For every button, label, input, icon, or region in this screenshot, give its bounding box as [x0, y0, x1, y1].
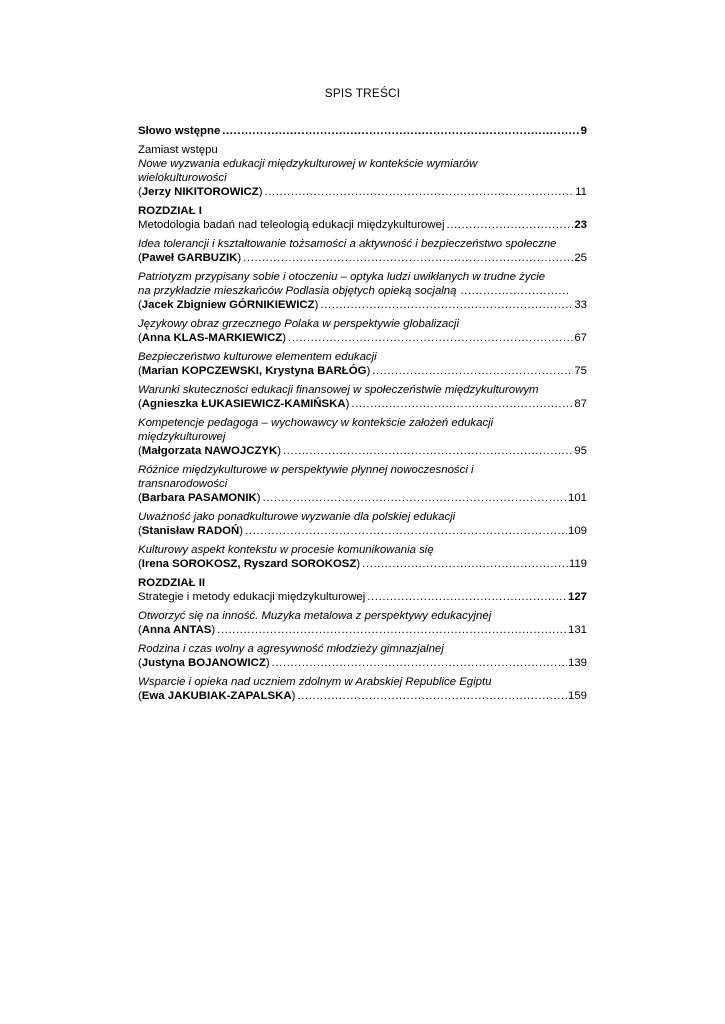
page-number: 95 [574, 445, 587, 457]
toc-entry[interactable] [138, 642, 587, 670]
entry-title-text: na przykładzie mieszkańców Podlasia objętych opieką socjalną [138, 285, 457, 297]
entry-title-line: Wsparcie i opieka nad uczniem zdolnym w Arabskiej Republice Egiptu [138, 676, 492, 688]
dot-leader [222, 124, 579, 138]
toc-author-line [138, 397, 587, 411]
author-name-text: Jerzy NIKITOROWICZ [141, 186, 259, 198]
preface-title-line: Nowe wyzwania edukacji międzykulturowej w kontekście wymiarów [138, 158, 478, 170]
dot-leader [243, 251, 573, 265]
chapter-label: ROZDZIAŁ II [138, 577, 206, 589]
toc-entry[interactable] [138, 463, 587, 505]
preface-label: Zamiast wstępu [138, 144, 218, 156]
author-name: (Małgorzata NAWOJCZYK) [138, 445, 282, 457]
toc-entry[interactable] [138, 675, 587, 703]
toc-entry[interactable] [138, 383, 587, 411]
dot-leader [362, 557, 568, 571]
page-number: 11 [575, 186, 587, 198]
author-name-text: Justyna BOJANOWICZ [141, 657, 266, 669]
toc-chapter-1[interactable] [138, 204, 587, 232]
page-title: SPIS TREŚCI [324, 86, 401, 100]
page-number: 159 [567, 690, 587, 702]
author-name: (Stanisław RADOŃ) [138, 525, 244, 537]
dot-leader [372, 364, 573, 378]
entry-title-line: Językowy obraz grzecznego Polaka w perspektywie globalizacji [138, 318, 459, 330]
author-name-text: Barbara PASAMONIK [141, 492, 257, 504]
entry-title-line: Uważność jako ponadkulturowe wyzwanie dla polskiej edukacji [138, 511, 456, 523]
author-name: (Ewa JAKUBIAK-ZAPALSKA) [138, 690, 296, 702]
entry-title-line: Idea tolerancji i kształtowanie tożsamości a aktywność i bezpieczeństwo społeczne [138, 238, 557, 250]
toc-line-intro [138, 124, 587, 138]
dot-leader [367, 590, 567, 604]
author-name-text: Paweł GARBUZIK [141, 252, 238, 264]
toc-author-line [138, 656, 587, 670]
author-name-text: Małgorzata NAWOJCZYK [141, 445, 278, 457]
chapter-title: Metodologia badań nad teleologią edukacji międzykulturowej [138, 219, 445, 231]
author-name-text: Stanisław RADOŃ [141, 525, 240, 537]
entry-title-line: Bezpieczeństwo kulturowe elementem edukacji [138, 351, 377, 363]
dot-leader [288, 331, 573, 345]
toc-author-line [138, 557, 587, 571]
page-number: 23 [574, 219, 587, 231]
chapter-title-line [138, 218, 587, 232]
author-name: (Agnieszka ŁUKASIEWICZ-KAMIŃSKA) [138, 398, 350, 410]
intro-title: Słowo wstępne [138, 125, 221, 137]
entry-title-line: Patriotyzm przypisany sobie i otoczeniu – optyka ludzi uwikłanych w trudne życie [138, 271, 546, 283]
toc-author-line [138, 524, 587, 538]
toc-author-line [138, 185, 587, 199]
dot-leader [297, 689, 567, 703]
dot-leader [245, 524, 567, 538]
preface-title-line: wielokulturowości [138, 172, 227, 184]
page-number: 9 [580, 125, 587, 137]
toc-entry[interactable] [138, 237, 587, 265]
chapter-label: ROZDZIAŁ I [138, 205, 202, 217]
author-name: (Anna KLAS-MARKIEWICZ) [138, 332, 287, 344]
table-of-contents [138, 124, 587, 708]
entry-title-line: Różnice międzykulturowe w perspektywie płynnej nowoczesności i [138, 464, 474, 476]
entry-title-line: Warunki skuteczności edukacji finansowej w społeczeństwie międzykulturowym [138, 384, 539, 396]
toc-entry[interactable] [138, 609, 587, 637]
toc-entry-intro[interactable] [138, 124, 587, 138]
page-number: 67 [574, 332, 587, 344]
toc-author-line [138, 444, 587, 458]
page-number: 119 [568, 558, 587, 570]
author-name: (Barbara PASAMONIK) [138, 492, 261, 504]
author-name: (Justyna BOJANOWICZ) [138, 657, 270, 669]
dot-leader [264, 185, 574, 199]
dot-leader [217, 623, 567, 637]
author-name: (Marian KOPCZEWSKI, Krystyna BARŁÓG) [138, 365, 371, 377]
dot-leader [446, 218, 573, 232]
toc-author-line [138, 689, 587, 703]
author-name: (Anna ANTAS) [138, 624, 216, 636]
toc-author-line [138, 331, 587, 345]
page-number: 25 [574, 252, 587, 264]
toc-entry-preface[interactable] [138, 143, 587, 199]
entry-title-line: międzykulturowej [138, 431, 226, 443]
entry-title-line: Otworzyć się na inność. Muzyka metalowa z perspektywy edukacyjnej [138, 610, 492, 622]
page-number: 75 [574, 365, 587, 377]
dot-leader [263, 491, 567, 505]
chapter-title: Strategie i metody edukacji międzykulturowej [138, 591, 366, 603]
toc-entry[interactable] [138, 350, 587, 378]
entry-title-line: transnarodowości [138, 478, 228, 490]
page-number: 139 [567, 657, 587, 669]
toc-author-line [138, 491, 587, 505]
toc-author-line [138, 364, 587, 378]
dot-leader [272, 656, 567, 670]
toc-entry[interactable] [138, 270, 587, 312]
author-name: (Paweł GARBUZIK) [138, 252, 242, 264]
page-number: 127 [567, 591, 587, 603]
dot-leader [351, 397, 573, 411]
entry-title-line: Kulturowy aspekt kontekstu w procesie komunikowania się [138, 544, 434, 556]
author-name-text: Anna ANTAS [141, 624, 212, 636]
author-name: (Jacek Zbigniew GÓRNIKIEWICZ) [138, 299, 319, 311]
dot-leader [320, 298, 573, 312]
entry-title-line: Rodzina i czas wolny a agresywność młodzieży gimnazjalnej [138, 643, 444, 655]
page-number: 87 [574, 398, 587, 410]
author-name-text: Jacek Zbigniew GÓRNIKIEWICZ [141, 299, 315, 311]
author-name-text: Ewa JAKUBIAK-ZAPALSKA [141, 690, 292, 702]
author-name: (Irena SOROKOSZ, Ryszard SOROKOSZ) [138, 558, 361, 570]
author-name-text: Irena SOROKOSZ, Ryszard SOROKOSZ [141, 558, 357, 570]
toc-chapter-2[interactable] [138, 576, 587, 604]
entry-title-line-with-dots [138, 284, 587, 298]
toc-entry[interactable] [138, 510, 587, 538]
author-name-text: Marian KOPCZEWSKI, Krystyna BARŁÓG [141, 365, 367, 377]
toc-entry[interactable] [138, 543, 587, 571]
toc-author-line [138, 251, 587, 265]
page-number: 101 [567, 492, 587, 504]
toc-entry[interactable] [138, 416, 587, 458]
author-name-text: Anna KLAS-MARKIEWICZ [141, 332, 283, 344]
chapter-title-line [138, 590, 587, 604]
page-number: 109 [567, 525, 587, 537]
author-name: (Jerzy NIKITOROWICZ) [138, 186, 263, 198]
dot-leader [283, 444, 573, 458]
dot-leader: ............................. [460, 285, 570, 297]
toc-entry[interactable] [138, 317, 587, 345]
author-name-text: Agnieszka ŁUKASIEWICZ-KAMIŃSKA [141, 398, 346, 410]
toc-author-line [138, 298, 587, 312]
toc-author-line [138, 623, 587, 637]
entry-title-line: Kompetencje pedagoga – wychowawcy w kontekście założeń edukacji [138, 417, 494, 429]
page-number: 33 [574, 299, 587, 311]
page-number: 131 [567, 624, 587, 636]
